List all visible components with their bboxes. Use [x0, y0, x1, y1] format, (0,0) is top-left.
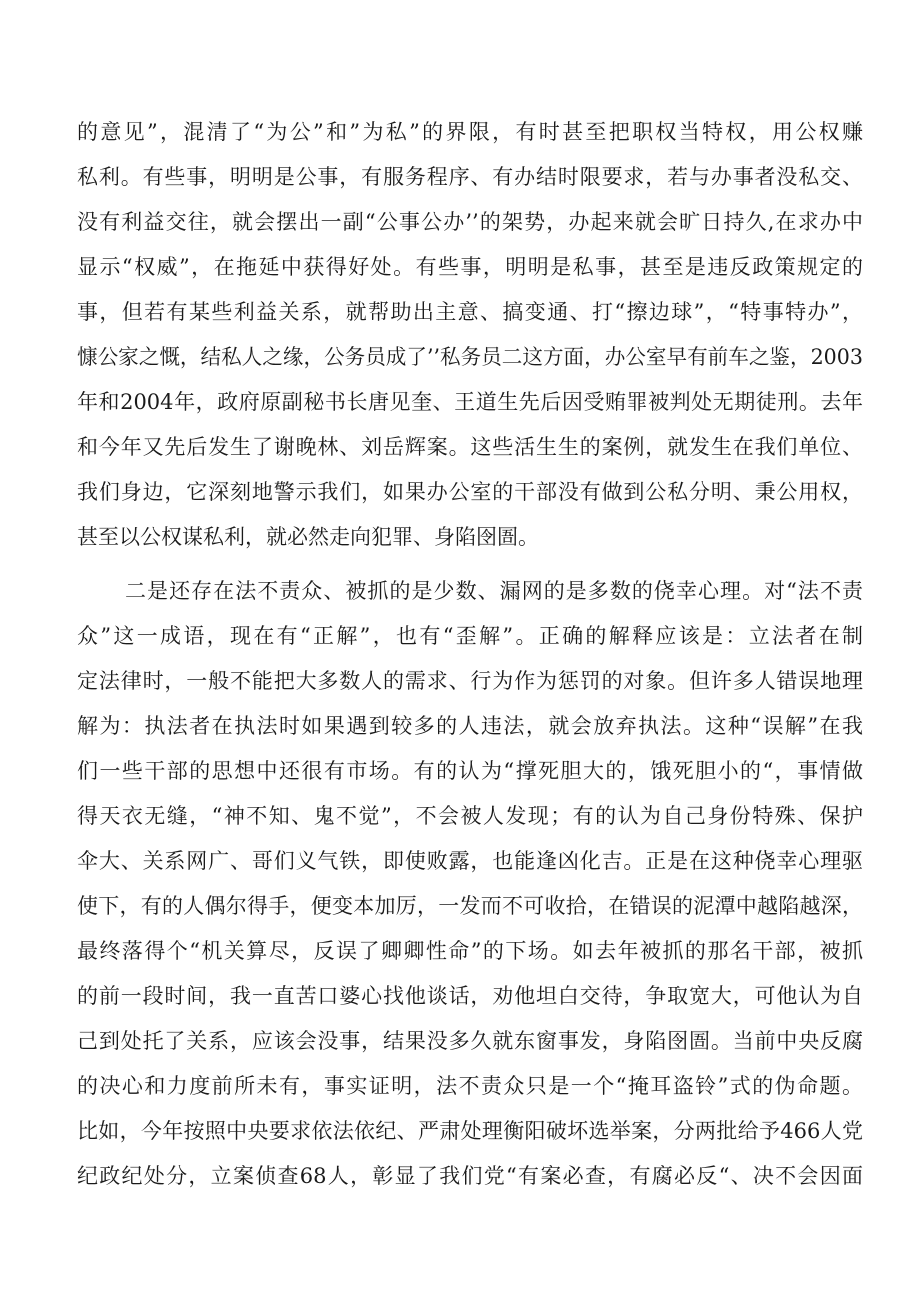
text-line: 己到处托了关系，应该会没事，结果没多久就东窗事发，身陷囹圄。当前中央反腐 — [77, 1029, 863, 1053]
text-line: 解为：执法者在执法时如果遇到较多的人违法，就会放弃执法。这种“误解”在我 — [77, 714, 863, 738]
text-line: 私利。有些事，明明是公事，有服务程序、有办结时限要求，若与办事者没私交、 — [77, 165, 863, 189]
text-line: 显示“权威”，在拖延中获得好处。有些事，明明是私事，甚至是违反政策规定的 — [77, 255, 863, 279]
text-line: 我们身边，它深刻地警示我们，如果办公室的干部没有做到公私分明、秉公用权， — [77, 480, 863, 504]
text-line: 得天衣无缝，“神不知、鬼不觉”，不会被人发现；有的认为自己身份特殊、保护 — [77, 804, 863, 828]
text-line: 的决心和力度前所未有，事实证明，法不责众只是一个“掩耳盗铃”式的伪命题。 — [77, 1074, 863, 1098]
text-line: 和今年又先后发生了谢晚林、刘岳辉案。这些活生生的案例，就发生在我们单位、 — [77, 435, 863, 459]
text-line: 的意见”，混清了“为公”和”为私”的界限，有时甚至把职权当特权，用公权赚 — [77, 120, 863, 144]
text-line: 使下，有的人偶尔得手，便变本加厉，一发而不可收拾，在错误的泥潭中越陷越深， — [77, 894, 863, 918]
text-line: 比如，今年按照中央要求依法依纪、严肃处理衡阳破坏选举案，分两批给予466人党 — [77, 1119, 863, 1143]
text-line: 纪政纪处分，立案侦查68人，彰显了我们党“有案必查，有腐必反“、决不会因面 — [77, 1164, 863, 1188]
text-line: 伞大、关系网广、哥们义气铁，即使败露，也能逢凶化吉。正是在这种侥幸心理驱 — [77, 849, 863, 873]
text-line: 二是还存在法不责众、被抓的是少数、漏网的是多数的侥幸心理。对“法不责 — [125, 579, 863, 603]
text-line: 事，但若有某些利益关系，就帮助出主意、搞变通、打“擦边球”，“特事特办”， — [77, 300, 863, 324]
text-line: 们一些干部的思想中还很有市场。有的认为“撑死胆大的，饿死胆小的“，事情做 — [77, 759, 863, 783]
text-line: 慷公家之慨，结私人之缘，公务员成了’’私务员二这方面，办公室早有前车之鉴，2003 — [77, 345, 863, 369]
text-line: 甚至以公权谋私利，就必然走向犯罪、身陷囹圄。 — [77, 525, 539, 549]
text-line: 没有利益交往，就会摆出一副“公事公办’’的架势，办起来就会旷日持久,在求办中 — [77, 210, 863, 234]
text-line: 年和2004年，政府原副秘书长唐见奎、王道生先后因受贿罪被判处无期徒刑。去年 — [77, 390, 863, 414]
text-line: 定法律时，一般不能把大多数人的需求、行为作为惩罚的对象。但许多人错误地理 — [77, 669, 863, 693]
text-line: 众”这一成语，现在有“正解”，也有“歪解”。正确的解释应该是：立法者在制 — [77, 624, 863, 648]
text-line: 最终落得个“机关算尽，反误了卿卿性命”的下场。如去年被抓的那名干部，被抓 — [77, 939, 863, 963]
text-line: 的前一段时间，我一直苦口婆心找他谈话，劝他坦白交待，争取宽大，可他认为自 — [77, 984, 863, 1008]
